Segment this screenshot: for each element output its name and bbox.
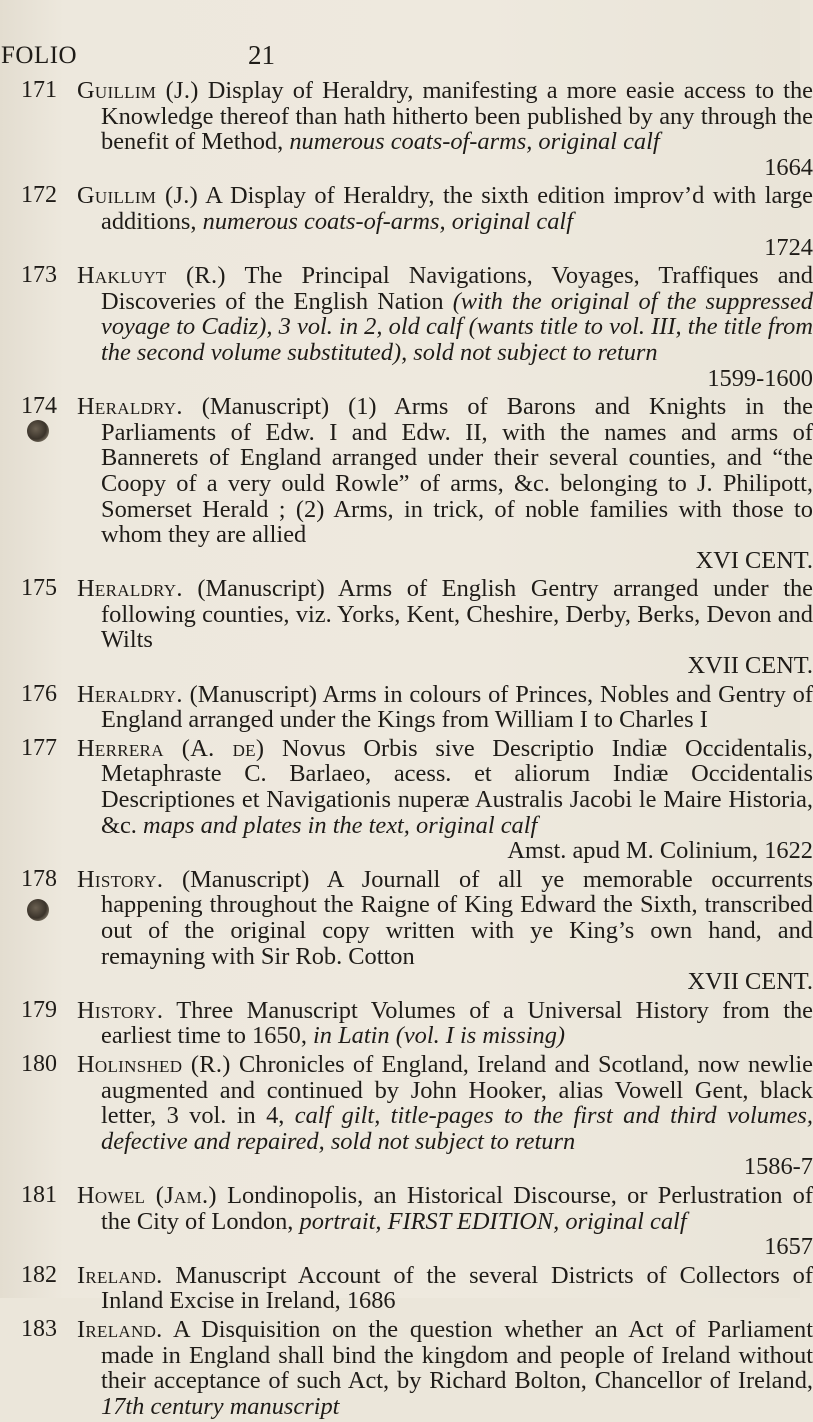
lot-binding-note: numerous coats-of-arms, original calf — [202, 207, 573, 235]
lot-body: A Display of Heraldry, the sixth edition improv’d with large additions, — [101, 182, 813, 235]
lot-heading: Heraldry. — [77, 680, 183, 708]
lot-binding-note: calf gilt, title-pages to the first and third volumes, defective and repaired, sold not subject to return — [101, 1102, 813, 1155]
lot-number: 181 — [21, 1181, 57, 1208]
lot-date: XVII CENT. — [687, 968, 813, 996]
lot-entry — [0, 77, 813, 181]
lot-entry — [0, 393, 813, 574]
lot-date: 1724 — [764, 233, 813, 261]
lot-description — [77, 998, 813, 1049]
lot-description — [77, 576, 813, 678]
lot-date: 1599-1600 — [707, 364, 813, 392]
lot-heading: History. — [77, 865, 164, 893]
lot-description — [77, 1317, 813, 1419]
lot-heading: Heraldry. — [77, 393, 183, 421]
lot-heading: Ireland. — [77, 1315, 163, 1343]
lot-number: 172 — [21, 182, 57, 209]
lot-number: 180 — [21, 1050, 57, 1077]
lot-heading: Holinshed (R.) — [77, 1050, 231, 1078]
lot-entry — [0, 680, 813, 734]
lot-description — [77, 78, 813, 180]
lot-entry — [0, 1050, 813, 1181]
lot-body: Londinopolis, an Historical Discourse, or Perlustration of the City of London, — [101, 1181, 813, 1235]
lot-heading: Heraldry. — [77, 575, 183, 603]
lot-list — [0, 77, 813, 1422]
lot-description — [77, 394, 813, 573]
lot-body: (Manuscript) A Journall of all ye memorable occurrents happening throughout the Raigne of King Edward the Sixth, transcribed out of the original copy written with ye King’s own hand, and remayning with Sir Rob. Cotton — [101, 865, 813, 970]
lot-body: Novus Orbis sive Descriptio Indiæ Occidentalis, Metaphraste C. Barlaeo, acess. et aliorum Indiæ Occidentalis Descriptiones et Navigationis nuperæ Australis Jacobi le Maire Historia, &c. — [101, 734, 813, 839]
lot-body: (Manuscript) (1) Arms of Barons and Knights in the Parliaments of Edw. I and Edw. II, with the names and arms of Bannerets of England arranged under their several counties, and “the Coopy of a very ould Rowle” of arms, &c. belonging to J. Philipott, Somerset Herald ; (2) Arms, in trick, of noble families with those to whom they are allied — [101, 393, 813, 549]
lot-binding-note: (with the original of the suppressed voyage to Cadiz), 3 vol. in 2, old calf (wants title to vol. III, the title from the second volume substituted), sold not subject to return — [101, 287, 813, 366]
lot-number: 182 — [21, 1261, 57, 1288]
lot-date: 1657 — [764, 1233, 813, 1261]
lot-date: Amst. apud M. Colinium, 1622 — [507, 837, 813, 865]
lot-description — [77, 867, 813, 995]
lot-body: Manuscript Account of the several Districts of Collectors of Inland Excise in Ireland, 1686 — [101, 1261, 813, 1315]
lot-description — [77, 1183, 813, 1260]
lot-description — [77, 1263, 813, 1314]
lot-body: The Principal Navigations, Voyages, Traffiques and Discoveries of the English Nation — [101, 262, 813, 315]
lot-description — [77, 183, 813, 260]
lot-entry — [0, 1181, 813, 1261]
lot-binding-note: maps and plates in the text, original calf — [143, 811, 538, 839]
lot-heading: Herrera (A. de) — [77, 734, 265, 762]
lot-number: 171 — [21, 77, 57, 103]
lot-number: 174 — [21, 393, 57, 420]
lot-entry — [0, 182, 813, 261]
lot-number: 175 — [21, 575, 57, 602]
lot-body: A Disquisition on the question whether an Act of Parliament made in England shall bind the kingdom and people of Ireland without their acceptance of such Act, by Richard Bolton, Chancellor of Ireland, — [101, 1315, 813, 1395]
lot-heading: Ireland. — [77, 1261, 163, 1289]
lot-entry — [0, 575, 813, 680]
lot-description — [77, 682, 813, 733]
lot-number: 176 — [21, 680, 57, 707]
lot-date: XVI CENT. — [695, 546, 813, 574]
lot-body: Display of Heraldry, manifesting a more easie access to the Knowledge thereof than hath hitherto been published by any through the benefit of Method, — [101, 77, 813, 156]
lot-date: 1664 — [764, 153, 813, 181]
folio-label: FOLIO — [1, 42, 78, 69]
lot-number: 179 — [21, 996, 57, 1023]
lot-entry — [0, 865, 813, 996]
lot-heading: Hakluyt (R.) — [77, 262, 226, 290]
lot-body: Chronicles of England, Ireland and Scotland, now newlie augmented and continued by John Hooker, alias Vowell Gent, black letter, 3 vol. in 4, — [101, 1050, 813, 1130]
lot-entry — [0, 1315, 813, 1420]
lot-heading: Guillim (J.) — [77, 182, 199, 210]
lot-heading: Guillim (J.) — [77, 77, 199, 104]
lot-date: XVII CENT. — [687, 652, 813, 680]
lot-entry — [0, 1261, 813, 1315]
lot-description — [77, 263, 813, 391]
lot-entry — [0, 262, 813, 392]
lot-body: (Manuscript) Arms of English Gentry arranged under the following counties, viz. Yorks, Kent, Cheshire, Derby, Berks, Devon and Wilts — [101, 575, 813, 654]
page-header — [0, 42, 800, 72]
lot-body: (Manuscript) Arms in colours of Princes, Nobles and Gentry of England arranged under the Kings from William I to Charles I — [101, 680, 813, 734]
lot-entry — [0, 996, 813, 1050]
lot-description — [77, 736, 813, 864]
lot-number: 183 — [21, 1315, 57, 1342]
page-number: 21 — [248, 40, 275, 70]
lot-binding-note: 17th century manuscript — [101, 1392, 340, 1420]
lot-heading: History. — [77, 996, 164, 1024]
lot-description — [77, 1052, 813, 1180]
lot-binding-note: numerous coats-of-arms, original calf — [289, 128, 660, 156]
lot-date: 1586-7 — [743, 1153, 813, 1181]
lot-number: 173 — [21, 262, 57, 289]
lot-body: Three Manuscript Volumes of a Universal History from the earliest time to 1650, — [101, 996, 813, 1050]
lot-number: 178 — [21, 865, 57, 892]
lot-binding-note: portrait, FIRST EDITION, original calf — [299, 1207, 687, 1235]
lot-entry — [0, 734, 813, 865]
lot-binding-note: in Latin (vol. I is missing) — [313, 1022, 566, 1050]
lot-number: 177 — [21, 734, 57, 761]
lot-heading: Howel (Jam.) — [77, 1181, 217, 1209]
